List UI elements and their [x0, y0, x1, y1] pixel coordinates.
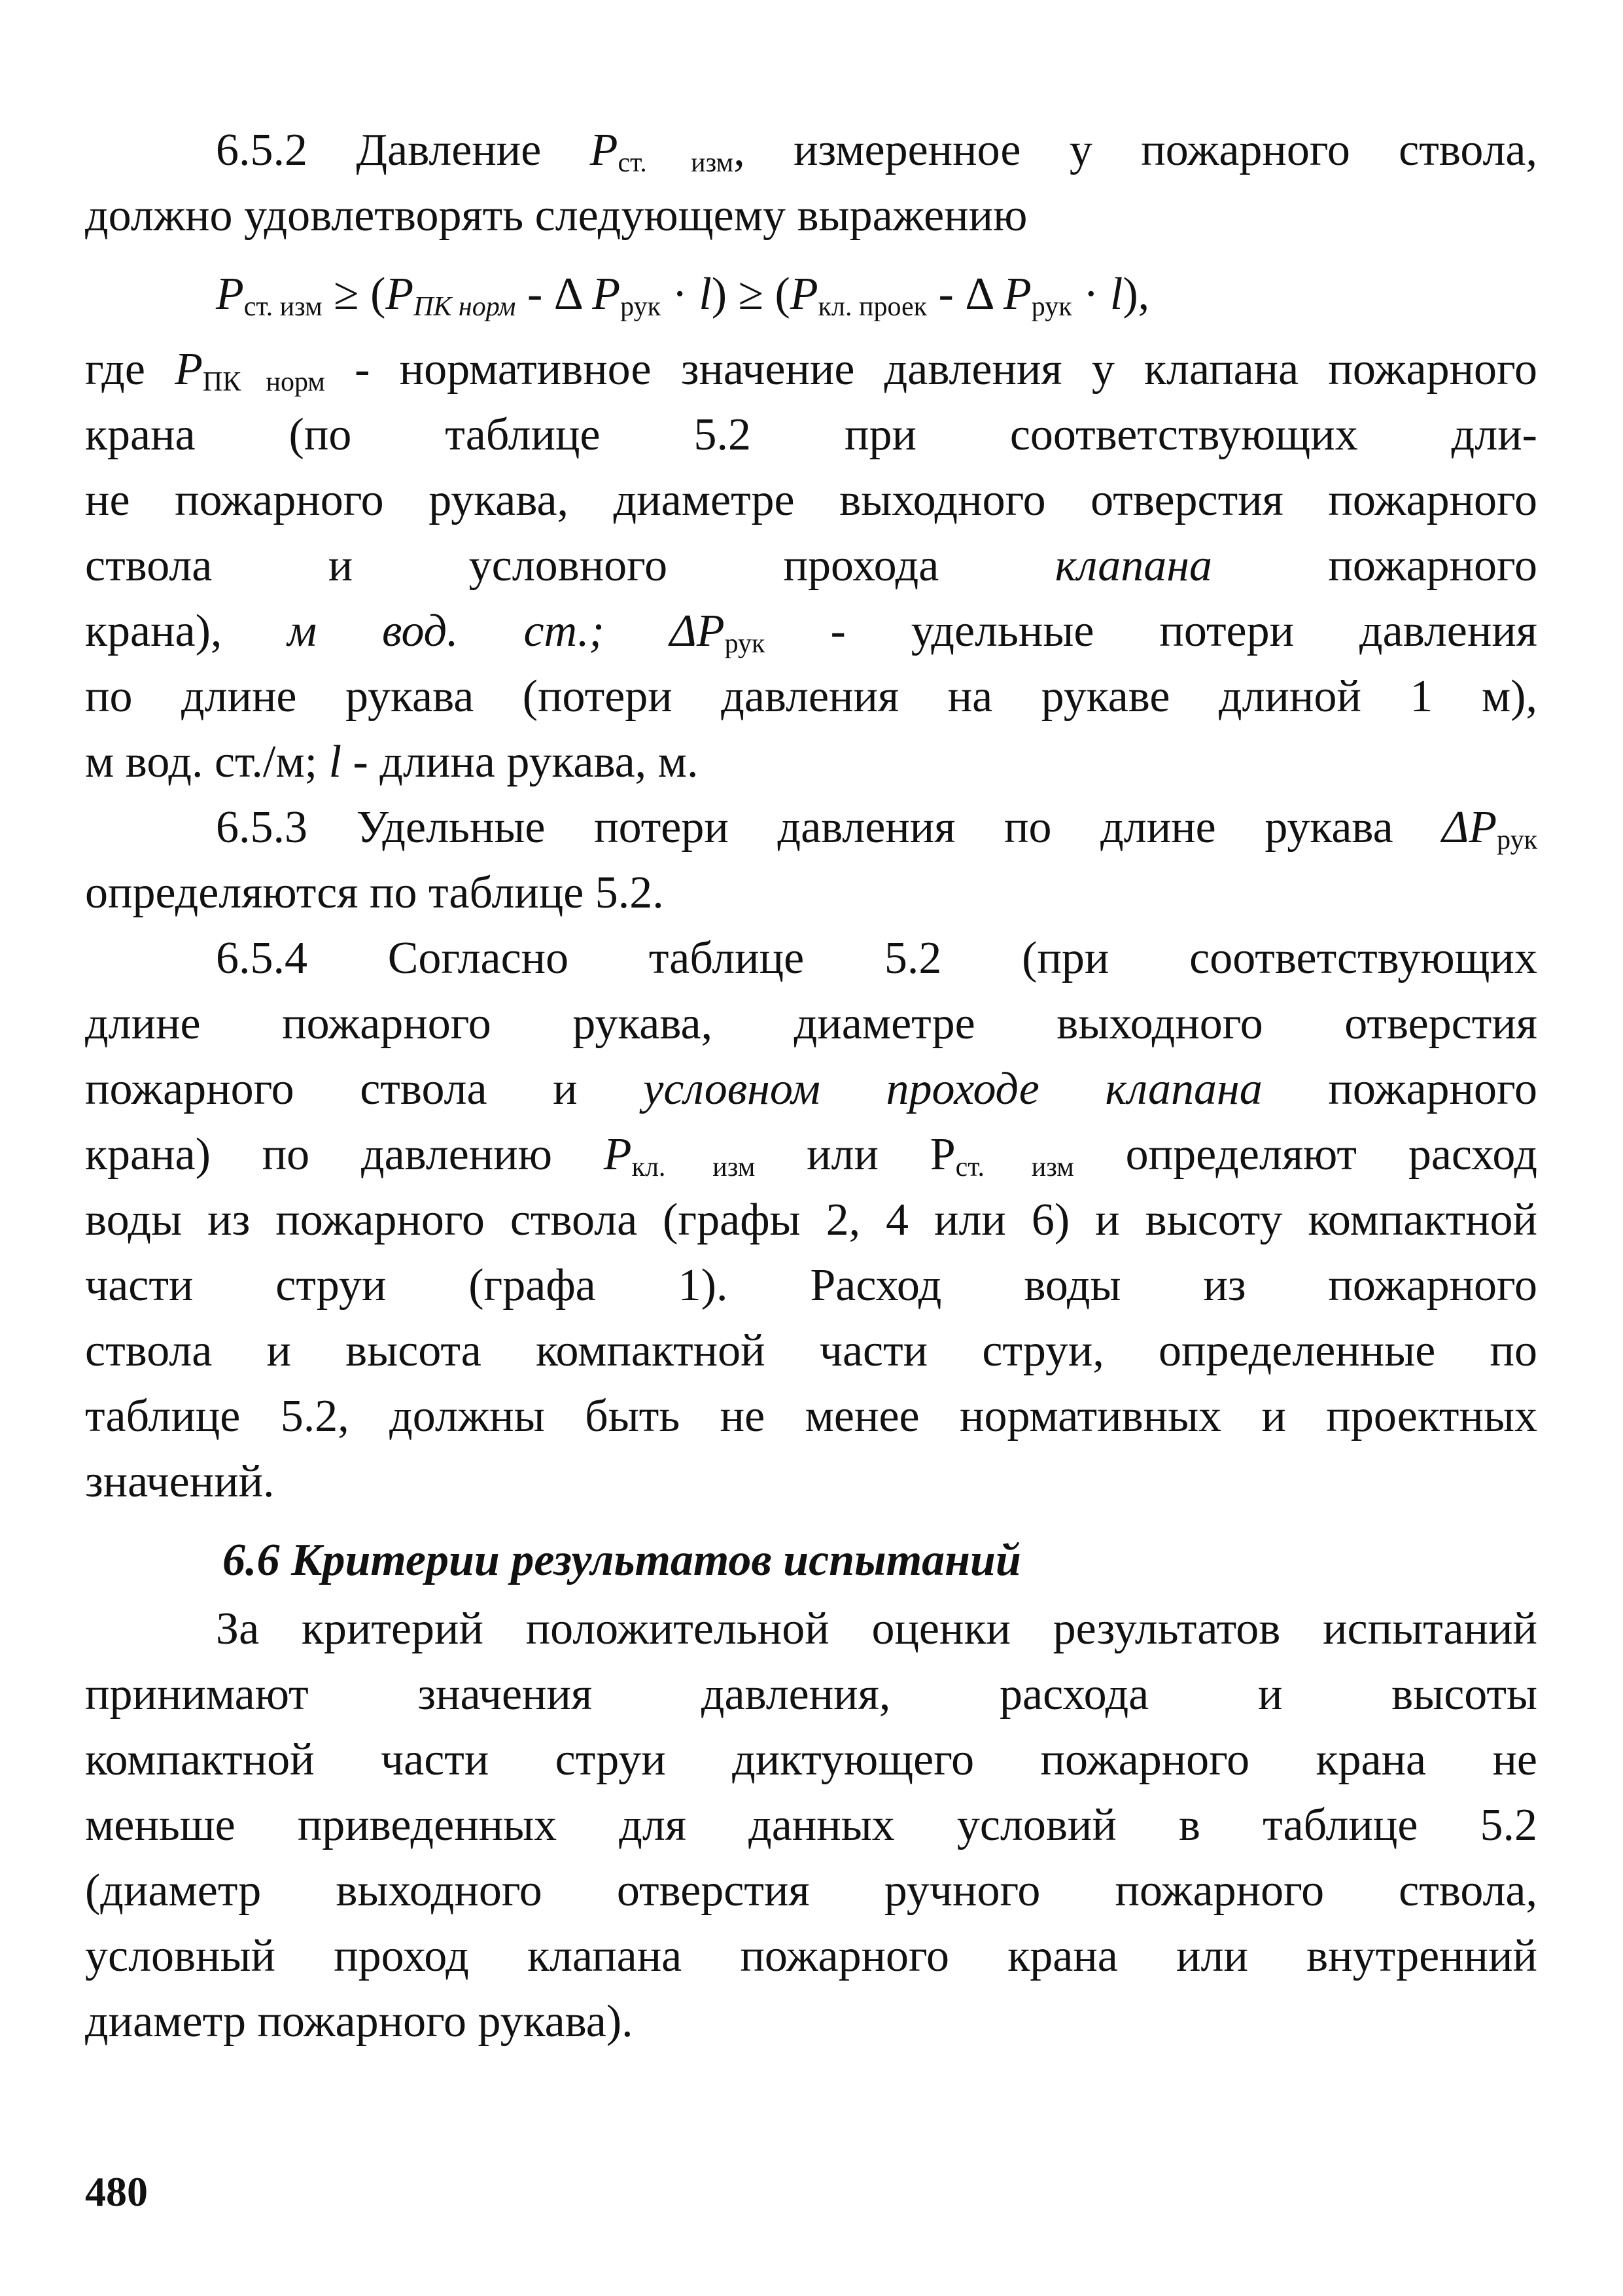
- text-line: м вод. ст./м; l - длина рукава, м.: [85, 737, 699, 787]
- text-line: должно удовлетворять следующему выражению: [85, 190, 1028, 241]
- heading-6-6: 6.6 Критерии результатов испытаний: [222, 1535, 1021, 1585]
- text-line: по длине рукава (потери давления на рукаве длиной 1 м),: [85, 671, 1537, 722]
- paragraph-6-5-3: [85, 795, 1537, 926]
- text-line: не пожарного рукава, диаметре выходного отверстия пожарного: [85, 475, 1537, 525]
- text-line: таблице 5.2, должны быть не менее нормативных и проектных: [85, 1391, 1537, 1441]
- formula: [85, 262, 1537, 327]
- paragraph-6-5-2: [85, 118, 1537, 249]
- text-line: крана (по таблице 5.2 при соответствующих дли-: [85, 410, 1537, 460]
- formula-legend: [85, 337, 1537, 795]
- text-line: где $P_{ПК норм}$ - нормативное значение давления у клапана пожарного: [85, 344, 1537, 397]
- text-line: компактной части струи диктующего пожарного крана не: [85, 1735, 1537, 1785]
- section-heading: [85, 1528, 1537, 1593]
- paragraph-6-6: [85, 1597, 1537, 2055]
- text-line: 6.5.4 Согласно таблице 5.2 (при соответствующих: [216, 933, 1537, 983]
- text-line: длине пожарного рукава, диаметре выходного отверстия: [85, 998, 1537, 1049]
- text-line: диаметр пожарного рукава).: [85, 1996, 633, 2047]
- paragraph-6-5-4: [85, 926, 1537, 1515]
- text-line: (диаметр выходного отверстия ручного пожарного ствола,: [85, 1865, 1537, 1916]
- text-line: 6.5.2 Давление $P_{ст. изм}$, измеренное у пожарного ствола,: [216, 125, 1537, 178]
- text-line: пожарного ствола и условном проходе клапана пожарного: [85, 1064, 1537, 1114]
- text-line: крана) по давлению $P_{кл. изм}$ или $P_{ст. изм}$ определяют расход: [85, 1129, 1537, 1182]
- text-line: ствола и условного прохода клапана пожарного: [85, 540, 1537, 591]
- text-line: За критерий положительной оценки результатов испытаний: [216, 1604, 1537, 1654]
- text-line: ствола и высота компактной части струи, определенные по: [85, 1326, 1537, 1376]
- text-line: крана), м вод. ст.; $\Delta P_{рук}$ - удельные потери давления: [85, 606, 1537, 659]
- text-line: значений.: [85, 1457, 275, 1507]
- text-line: условный проход клапана пожарного крана или внутренний: [85, 1931, 1537, 1981]
- text-line: меньше приведенных для данных условий в таблице 5.2: [85, 1800, 1537, 1850]
- text-line: воды из пожарного ствола (графы 2, 4 или 6) и высоту компактной: [85, 1195, 1537, 1245]
- text-line: части струи (графа 1). Расход воды из пожарного: [85, 1260, 1537, 1311]
- text-line: 6.5.3 Удельные потери давления по длине рукава $\Delta P_{рук}$: [216, 802, 1537, 855]
- page-number: 480: [85, 2168, 148, 2215]
- text-line: принимают значения давления, расхода и высоты: [85, 1669, 1537, 1720]
- formula-line: $P_{ст. изм} \ge (P_{ПК норм} - \Delta$ $P_{рук} \cdot l) \ge (P_{кл. проек} - \Delta$ $P_{рук} \cdot l$),: [216, 269, 1150, 322]
- text-line: определяются по таблице 5.2.: [85, 868, 664, 918]
